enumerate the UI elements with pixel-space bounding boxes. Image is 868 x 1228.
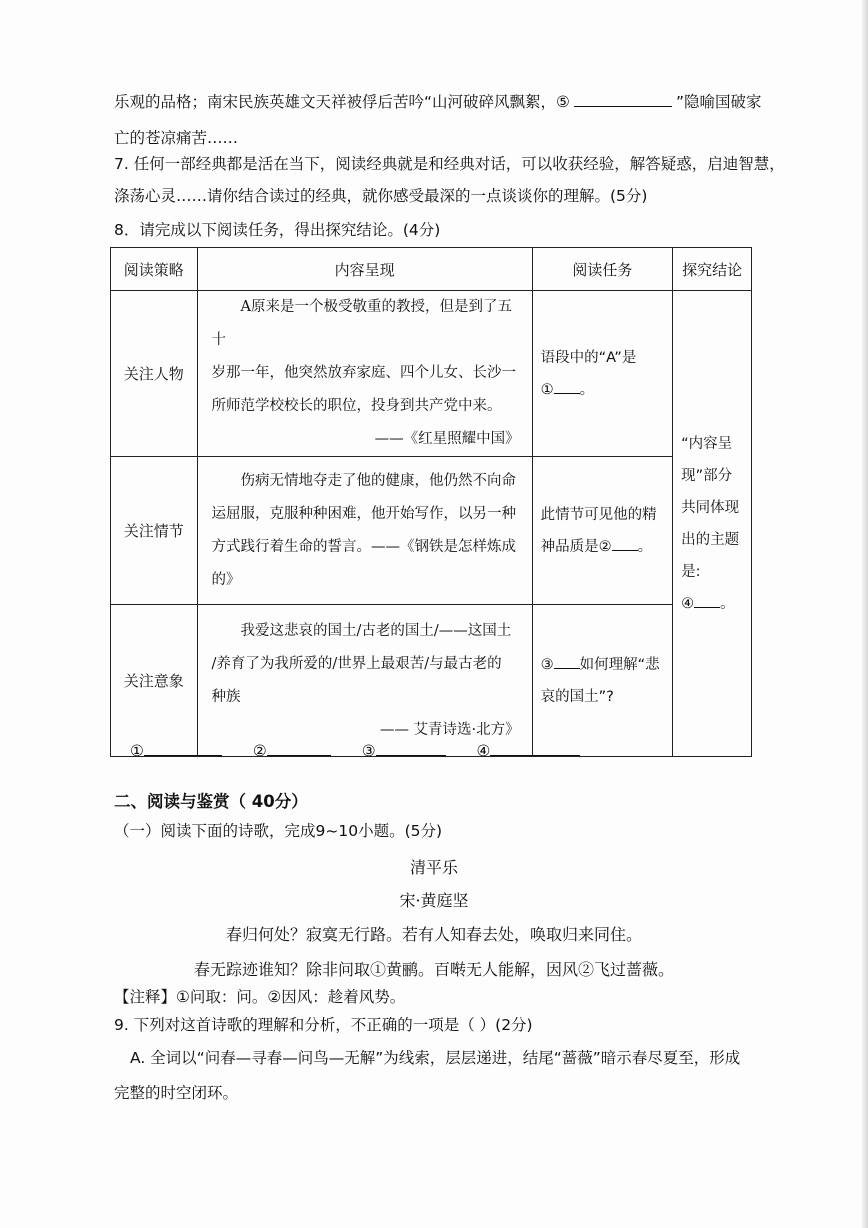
answer-blank-4-inline[interactable]: [694, 607, 720, 608]
content-line: 岁那一年，他突然放弃家庭、四个儿女、长沙一: [211, 365, 516, 381]
content-line: 方式践行着生命的誓言。——《钢铁是怎样炼成: [211, 538, 516, 555]
content-line: 运屈服，克服种种困难，他开始写作，以另一种: [211, 505, 516, 522]
row-content: [197, 605, 532, 757]
task-line: 此情节可见他的精: [540, 506, 657, 523]
row-strategy: 关注意象: [111, 605, 198, 757]
table-header-row: [111, 248, 752, 291]
task-end: 。: [579, 381, 595, 398]
answer-mark-4: ④: [476, 742, 491, 760]
row-content: [197, 457, 532, 605]
q9-option-a-line-1: A. 全词以“问春—寻春—问鸟—无解”为线索，层层递进，结尾“蔷薇”暗示春尽夏至，形成: [130, 1049, 741, 1067]
conclusion-line: 共同体现: [681, 499, 740, 516]
row-content: [197, 291, 532, 457]
table-row: [111, 457, 752, 605]
header-content: 内容呈现: [197, 248, 532, 291]
q9-option-a-line-2: 完整的时空闭环。: [114, 1084, 239, 1102]
conclusion-cell: [673, 291, 752, 757]
row-task: [532, 605, 672, 757]
section-title: 二、阅读与鉴赏（ 40分）: [114, 792, 308, 811]
answer-blank-1[interactable]: [144, 741, 222, 756]
q7-line-2: 涤荡心灵……请你结合读过的经典，就你感受最深的一点谈谈你的理解。(5分): [114, 187, 648, 205]
q7-line-1: 7. 任何一部经典都是活在当下，阅读经典就是和经典对话，可以收获经验，解答疑惑，启迪智慧，: [114, 155, 785, 173]
q6-line-1: [114, 92, 761, 112]
task-line: 哀的国土”?: [540, 688, 614, 705]
answer-blank-2[interactable]: [267, 741, 331, 756]
answer-blank-4[interactable]: [490, 741, 580, 756]
answer-mark-1: ①: [130, 742, 144, 760]
answer-blank-2-inline[interactable]: [612, 550, 638, 551]
poem-line-2: 春无踪迹谁知？除非问取①黄鹂。百啭无人能解，因风②飞过蔷薇。: [193, 960, 674, 979]
row-task: [532, 291, 672, 457]
q6-text-after-blank: ”隐喻国破家: [675, 93, 762, 111]
header-task: 阅读任务: [532, 248, 672, 291]
row-task: [532, 457, 672, 605]
conclusion-line: “内容呈: [681, 435, 733, 452]
content-source: ——《红星照耀中国》: [374, 431, 520, 447]
task-line: 语段中的“A”是: [540, 349, 637, 366]
task-line: 神品质是: [540, 538, 599, 555]
poem-title: 清平乐: [409, 858, 458, 877]
content-line: 伤病无情地夺走了他的健康，他仍然不向命: [240, 472, 516, 489]
poem-author: 宋·黄庭坚: [399, 891, 469, 910]
row-strategy: 关注人物: [111, 291, 198, 457]
conclusion-end: 。: [720, 595, 735, 612]
q8-stem: 8．请完成以下阅读任务，得出探究结论。(4分): [114, 221, 441, 239]
task-mark: ①: [540, 381, 554, 398]
content-line: /养育了为我所爱的/世界上最艰苦/与最古老的: [211, 655, 502, 672]
answer-mark-2: ②: [252, 742, 267, 760]
answer-blank-1-inline[interactable]: [554, 393, 580, 394]
q6-line-2: 亡的苍凉痛苦……: [114, 129, 239, 147]
task-end: 。: [637, 538, 653, 555]
reading-task-table: [110, 247, 752, 757]
task-mark: ③: [540, 656, 554, 673]
q9-stem: 9. 下列对这首诗歌的理解和分析，不正确的一项是（ ）(2分): [114, 1016, 533, 1034]
content-line: 所师范学校校长的职位，投身到共产党中来。: [211, 398, 502, 414]
conclusion-line: 现”部分: [681, 467, 733, 484]
page-edge-shadow: [862, 0, 868, 1228]
content-line: 我爱这悲哀的国土/古老的国土/——这国土: [240, 622, 512, 639]
q6-text-before-blank: 乐观的品格；南宋民族英雄文天祥被俘后苦吟“山河破碎风飘絮，⑤: [114, 93, 570, 111]
section-part1: （一）阅读下面的诗歌，完成9~10小题。(5分): [114, 822, 443, 840]
header-strategy: 阅读策略: [111, 248, 198, 291]
table-row: [111, 291, 752, 457]
answer-blank-3-inline[interactable]: [554, 668, 580, 669]
conclusion-mark: ④: [681, 595, 695, 612]
answer-blank-5[interactable]: [574, 92, 672, 107]
conclusion-line: 出的主题: [681, 531, 740, 548]
content-line: 种族: [211, 688, 241, 705]
content-line: A原来是一个极受敬重的教授，但是到了五十: [211, 299, 512, 348]
task-line: 如何理解“悲: [579, 656, 660, 673]
answer-mark-3: ③: [361, 742, 376, 760]
header-conclusion: 探究结论: [673, 248, 752, 291]
poem-note: 【注释】①问取：问。②因风：趁着风势。: [114, 988, 406, 1006]
content-source: —— 艾青诗选·北方》: [379, 721, 520, 738]
content-line: 的》: [211, 571, 241, 588]
task-mark: ②: [598, 538, 612, 555]
poem-line-1: 春归何处？寂寞无行路。若有人知春去处，唤取归来同住。: [225, 925, 642, 944]
answer-blank-3[interactable]: [376, 741, 446, 756]
table-row: [111, 605, 752, 757]
row-strategy: 关注情节: [111, 457, 198, 605]
conclusion-line: 是:: [681, 563, 701, 580]
answer-blanks-row: [130, 741, 606, 760]
